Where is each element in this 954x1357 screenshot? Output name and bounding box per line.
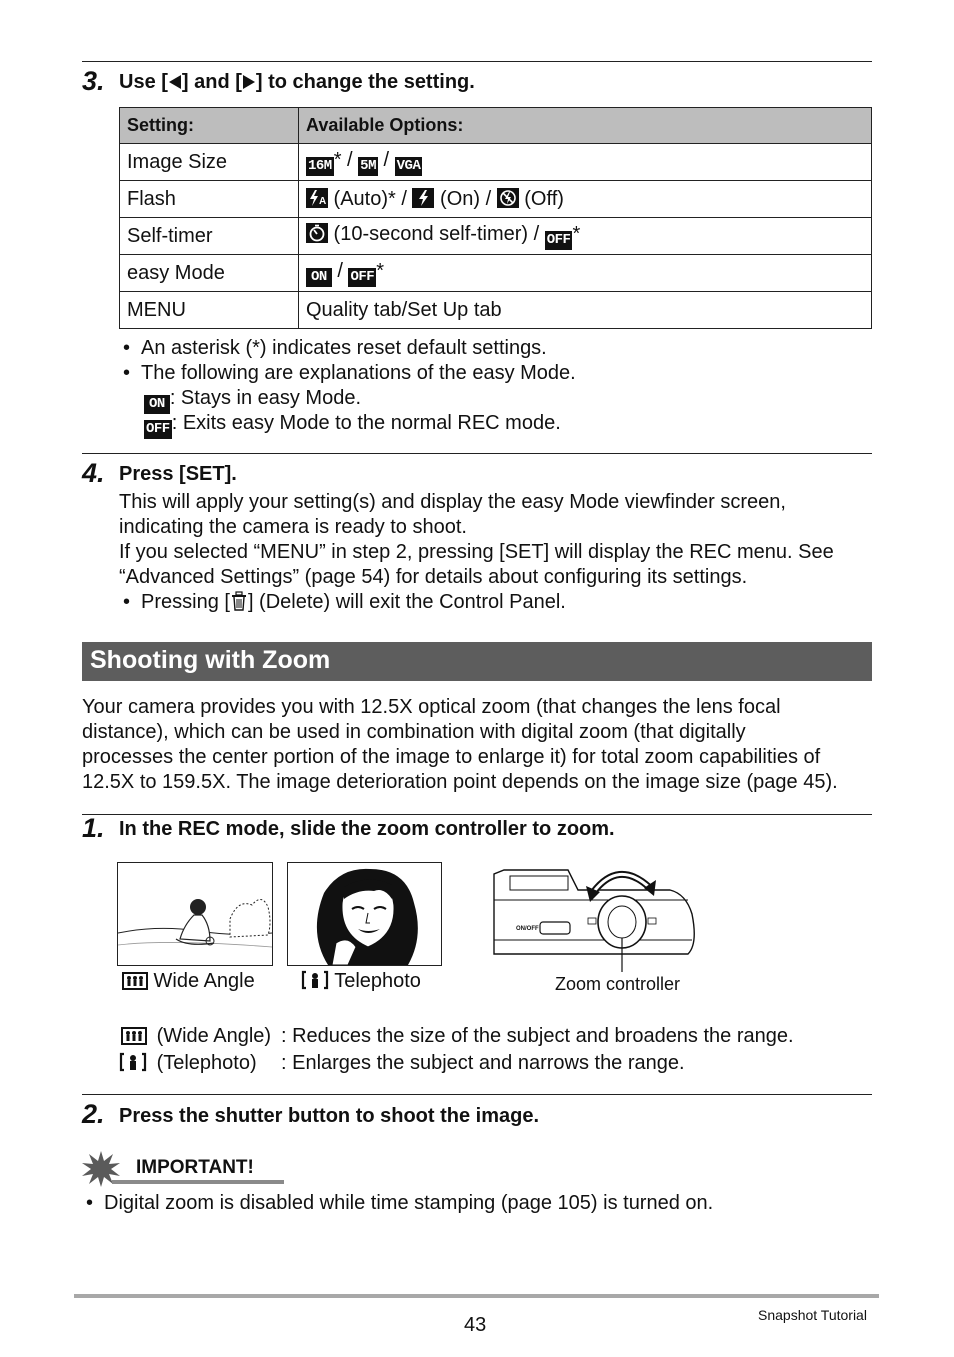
wide-angle-desc: : Reduces the size of the subject and broadens the range. — [281, 1025, 794, 1047]
step3-title-mid: ] and [ — [181, 71, 242, 93]
on-icon: ON — [144, 395, 170, 414]
right-arrow-icon — [242, 74, 256, 90]
flash-auto-text: (Auto)* / — [328, 187, 413, 210]
off-icon: OFF — [350, 268, 375, 285]
wide-angle-icon — [121, 1027, 147, 1045]
setting-flash: Flash — [120, 181, 299, 218]
telephoto-icon — [119, 1052, 147, 1072]
self-timer-icon — [306, 223, 328, 243]
step4-line-3: If you selected “MENU” in step 2, pressing [SET] will display the REC menu. See — [119, 541, 834, 563]
step3-number: 3. — [82, 66, 105, 96]
step3-title-pre: Use [ — [119, 71, 168, 93]
flash-on-icon — [412, 188, 434, 208]
telephoto-icon — [301, 970, 329, 990]
note-off-line — [144, 412, 561, 439]
wide-angle-desc-line — [121, 1025, 271, 1048]
wide-angle-icon — [122, 972, 148, 990]
easy-mode-sep: / — [331, 259, 349, 282]
step4-line-1: This will apply your setting(s) and display the easy Mode viewfinder screen, — [119, 491, 786, 513]
step4-rule — [82, 453, 872, 454]
setting-image-size: Image Size — [120, 144, 299, 181]
section-para-4: 12.5X to 159.5X. The image deterioration point depends on the image size (page 45). — [82, 771, 838, 793]
caption-wide-angle — [122, 970, 255, 993]
table-row — [120, 292, 872, 329]
telephoto-illustration — [288, 863, 441, 965]
wide-angle-illustration — [118, 863, 272, 965]
flash-on-text: (On) / — [434, 187, 497, 210]
flash-off-icon — [497, 188, 519, 208]
important-bullet: • Digital zoom is disabled while time stamping (page 105) is turned on. — [104, 1192, 713, 1215]
page-number: 43 — [464, 1314, 487, 1336]
footer-section-name: Snapshot Tutorial — [758, 1307, 867, 1323]
options-menu: Quality tab/Set Up tab — [299, 292, 872, 329]
caption-telephoto-text: Telephoto — [329, 970, 421, 992]
setting-self-timer: Self-timer — [120, 218, 299, 255]
step4-bullet — [141, 591, 566, 614]
step4-bullet-pre: Pressing [ — [141, 591, 230, 613]
table-row — [120, 181, 872, 218]
note-on-line — [144, 387, 361, 414]
wide-angle-label: (Wide Angle) — [156, 1025, 272, 1047]
step3-rule — [82, 61, 872, 62]
image-size-vga-icon: VGA — [396, 157, 421, 174]
note-on-text: : Stays in easy Mode. — [169, 387, 362, 409]
image-size-5m-icon: 5M — [360, 157, 376, 174]
options-self-timer — [299, 218, 872, 255]
step2-rule — [82, 1094, 872, 1095]
camera-illustration — [488, 854, 700, 974]
step1-title: In the REC mode, slide the zoom controller to zoom. — [119, 818, 615, 840]
telephoto-label: (Telephoto) — [156, 1052, 257, 1074]
table-header-options: Available Options: — [299, 108, 872, 144]
caption-telephoto — [301, 970, 421, 993]
telephoto-desc: : Enlarges the subject and narrows the range. — [281, 1052, 685, 1074]
step1-rule — [82, 814, 872, 815]
section-title: Shooting with Zoom — [82, 642, 872, 681]
off-icon: OFF — [546, 231, 571, 248]
options-image-size — [299, 144, 872, 181]
self-timer-text: (10-second self-timer) / — [328, 222, 545, 245]
off-icon: OFF — [146, 421, 170, 437]
telephoto-photo — [287, 862, 442, 966]
left-arrow-icon — [168, 74, 182, 90]
wide-angle-photo — [117, 862, 273, 966]
step2-title: Press the shutter button to shoot the image. — [119, 1105, 540, 1127]
step2-number: 2. — [82, 1099, 105, 1129]
flash-off-text: (Off) — [518, 187, 564, 210]
step3-title — [119, 71, 475, 94]
caption-wide-angle-text: Wide Angle — [148, 970, 255, 992]
note-off-text: : Exits easy Mode to the normal REC mode. — [171, 412, 561, 434]
step4-title: Press [SET]. — [119, 463, 237, 485]
setting-easy-mode: easy Mode — [120, 255, 299, 292]
settings-table — [119, 107, 872, 329]
step4-line-2: indicating the camera is ready to shoot. — [119, 516, 467, 538]
options-sep-2: / — [377, 148, 395, 171]
step4-number: 4. — [82, 458, 105, 488]
important-underline — [112, 1180, 284, 1184]
note-bullet-1: • An asterisk (*) indicates reset default settings. — [141, 337, 547, 360]
section-para-1: Your camera provides you with 12.5X optical zoom (that changes the lens focal — [82, 696, 781, 718]
table-row — [120, 218, 872, 255]
step4-line-4: “Advanced Settings” (page 54) for details about configuring its settings. — [119, 566, 748, 588]
options-flash — [299, 181, 872, 218]
setting-menu: MENU — [120, 292, 299, 329]
step1-number: 1. — [82, 813, 105, 843]
section-para-2: distance), which can be used in combination with digital zoom (that digitally — [82, 721, 746, 743]
table-header-setting: Setting: — [120, 108, 299, 144]
table-header-row — [120, 108, 872, 144]
footer-rule — [74, 1294, 879, 1298]
options-easy-mode — [299, 255, 872, 292]
trash-icon — [230, 591, 248, 611]
important-label: IMPORTANT! — [136, 1157, 254, 1178]
flash-auto-icon — [306, 188, 328, 208]
camera-onoff-label: ON/OFF — [516, 926, 539, 932]
svg-text:A: A — [319, 195, 327, 207]
easy-mode-star: * — [376, 259, 384, 282]
step4-bullet-post: ] (Delete) will exit the Control Panel. — [247, 591, 566, 613]
table-row — [120, 144, 872, 181]
table-row — [120, 255, 872, 292]
step3-title-post: ] to change the setting. — [255, 71, 475, 93]
section-para-3: processes the center portion of the image to enlarge it) for total zoom capabilities of — [82, 746, 821, 768]
on-icon: ON — [306, 268, 332, 287]
note-bullet-2: • The following are explanations of the easy Mode. — [141, 362, 576, 385]
caption-zoom-controller: Zoom controller — [555, 974, 681, 994]
telephoto-desc-line — [119, 1052, 257, 1075]
image-size-16m-icon: 16M — [308, 157, 332, 174]
self-timer-star: * — [572, 222, 581, 245]
options-sep-1: * / — [333, 148, 359, 171]
